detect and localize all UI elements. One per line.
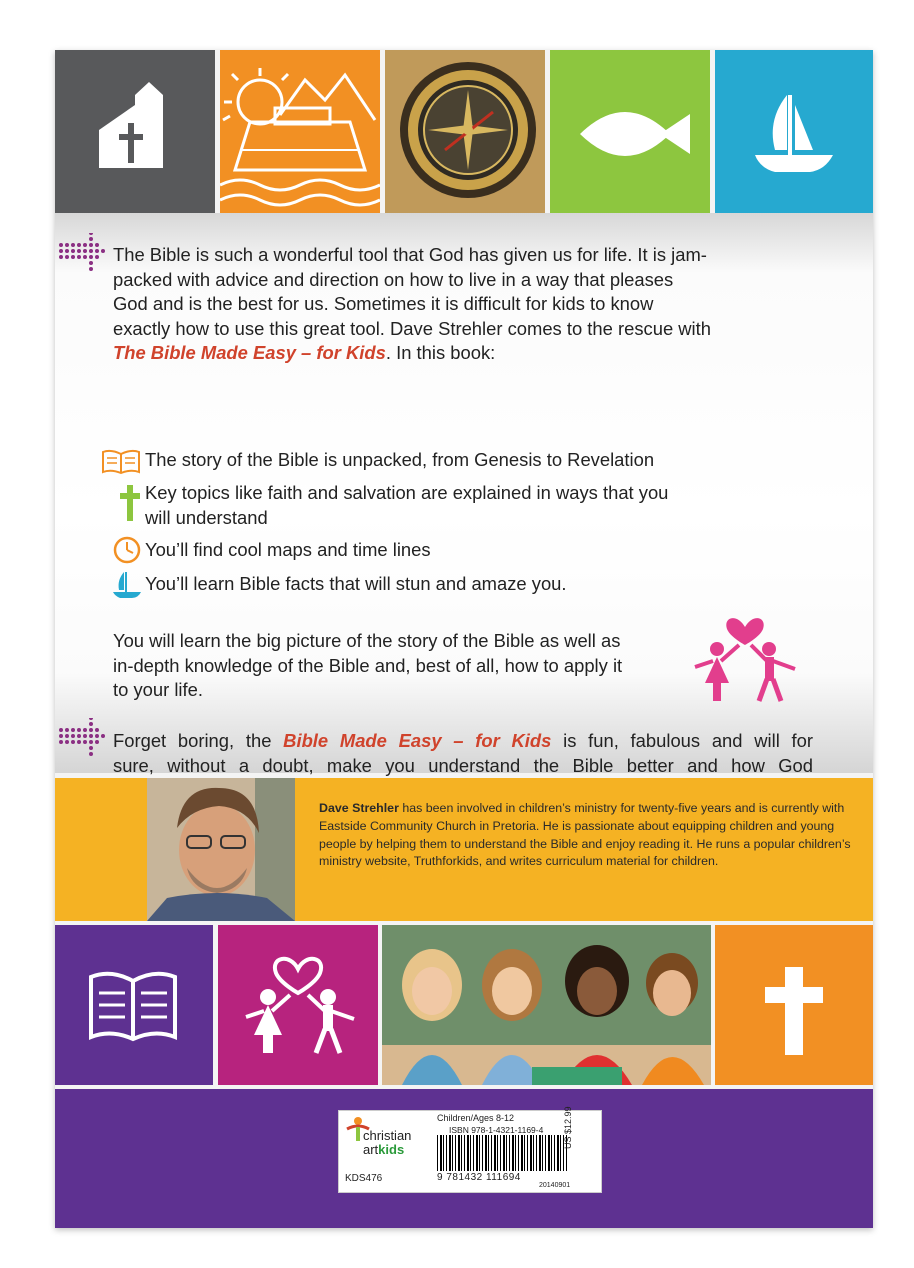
tile-children <box>218 925 378 1085</box>
ark-icon <box>220 50 380 213</box>
tile-ark <box>220 50 380 213</box>
author-bio: Dave Strehler has been involved in children’s ministry for twenty-five years and is currently with Eastside Community Church in Pretoria. He is passionate about equipping children and young people by helping them to understand the Bible and enjoy reading it. He runs a popular children’s ministry website, Truthforkids, and writes curriculum material for children. <box>319 801 851 869</box>
age-category: Children/Ages 8-12 <box>437 1113 515 1123</box>
bullet-4: You’ll learn Bible facts that will stun and amaze you. <box>145 573 567 594</box>
bottom-band <box>55 1089 873 1228</box>
barcode-sticker <box>338 1106 602 1193</box>
cross-icon <box>119 483 141 523</box>
bullet-2: Key topics like faith and salvation are explained in ways that you will understand <box>145 482 669 528</box>
children-photo <box>382 925 711 1085</box>
isbn-text: ISBN 978-1-4321-1169-4 <box>449 1125 544 1135</box>
print-date: 20140901 <box>539 1182 571 1189</box>
church-icon <box>55 50 215 213</box>
barcode-digits: 9 781432 111694 <box>437 1172 521 1183</box>
book-back-cover <box>55 50 873 1228</box>
sailboat-icon <box>110 568 144 600</box>
children-heart-icon <box>687 605 807 705</box>
description-panel <box>55 213 873 776</box>
author-name: Dave Strehler <box>319 801 399 815</box>
big-picture-paragraph: You will learn the big picture of the story of the Bible as well as in-depth knowledge of the Bible and, best of all, how to apply it to your life. <box>113 630 623 701</box>
tile-church <box>55 50 215 213</box>
sailboat-icon <box>715 50 873 213</box>
tile-fish <box>550 50 710 213</box>
bullet-1: The story of the Bible is unpacked, from Genesis to Revelation <box>145 449 655 470</box>
children-photo-illustration <box>382 925 711 1085</box>
publisher-logo: christian artkids <box>363 1128 412 1157</box>
bullet-3: You’ll find cool maps and time lines <box>145 539 431 560</box>
barcode-bars <box>437 1135 567 1171</box>
author-photo <box>147 778 295 921</box>
open-book-icon <box>55 925 213 1085</box>
dotted-arrow-icon <box>57 718 109 758</box>
tile-sailboat <box>715 50 873 213</box>
compass-icon <box>385 50 545 213</box>
intro-paragraph: The Bible is such a wonderful tool that God has given us for life. It is jam- packed with advice and direction on how to live in a way that pleases God and is the best for us. Sometimes it is difficult for kids to know exactly how to use this great tool. Dave Strehler comes to the rescue with The Bible Made Easy – for Kids. In this book: <box>113 244 711 364</box>
price-label: US $12.99 <box>563 1106 573 1149</box>
children-heart-icon <box>218 925 378 1085</box>
product-code: KDS476 <box>345 1173 383 1184</box>
tile-compass <box>385 50 545 213</box>
author-section <box>55 778 873 921</box>
book-title-text: The Bible Made Easy – for Kids <box>113 342 386 364</box>
clock-icon <box>112 535 142 565</box>
cross-icon <box>715 925 873 1085</box>
open-book-icon <box>101 448 141 476</box>
tile-book <box>55 925 213 1085</box>
tile-cross <box>715 925 873 1085</box>
closing-paragraph: Forget boring, the Bible Made Easy – for Kids is fun, fabulous and will for sure, without a doubt, make you understand the Bible better and how God <box>113 730 813 776</box>
fish-icon <box>550 50 710 213</box>
dotted-arrow-icon <box>57 233 109 273</box>
